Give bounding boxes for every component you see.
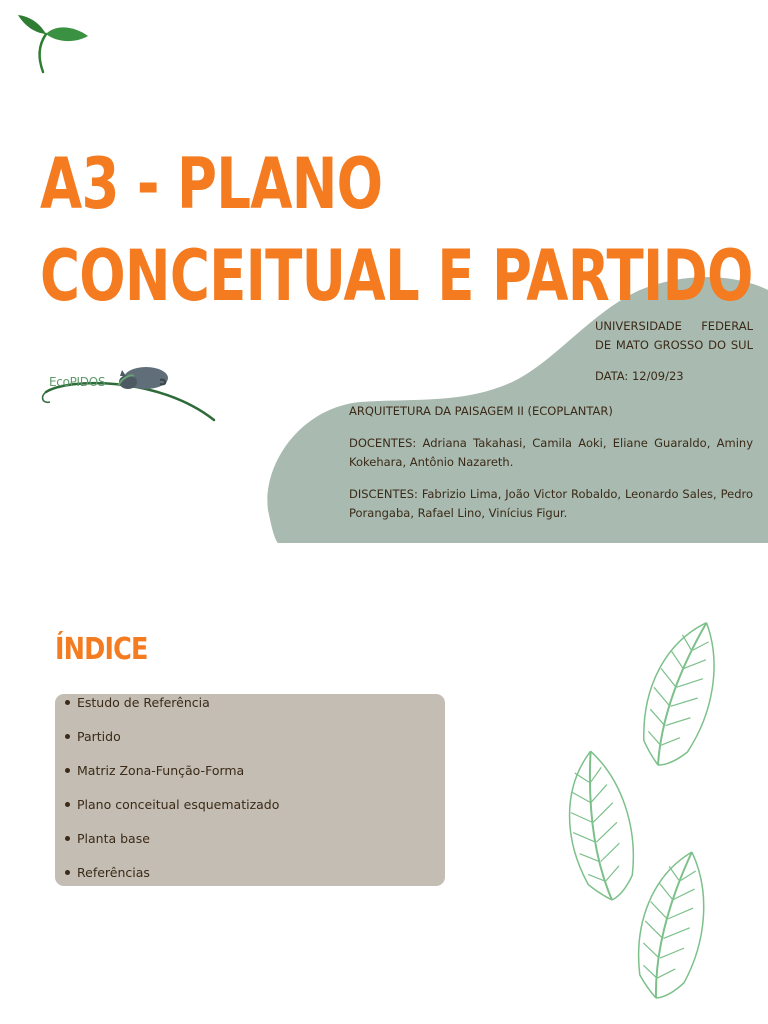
docentes-text: DOCENTES: Adriana Takahasi, Camila Aoki, Eliane Guaraldo, Aminy Kokehara, Antônio Nazareth. (349, 436, 753, 469)
indice-item: Planta base (65, 831, 150, 846)
feather-leaf-icon (560, 570, 750, 1010)
sleeping-animal-icon (118, 367, 168, 389)
indice-list-box (55, 694, 445, 886)
university-name: UNIVERSIDADE FEDERAL DE MATO GROSSO DO SUL (595, 319, 753, 352)
logo-text: EcoPIDOS (49, 375, 106, 389)
date-text: DATA: 12/09/23 (595, 369, 684, 383)
indice-item: Referências (65, 865, 150, 880)
page-title: A3 - PLANO CONCEITUAL E PARTIDO (40, 143, 753, 317)
course-name: ARQUITETURA DA PAISAGEM II (ECOPLANTAR) (349, 404, 613, 418)
indice-item: Estudo de Referência (65, 695, 210, 710)
indice-title: ÍNDICE (55, 632, 148, 667)
discentes-text: DISCENTES: Fabrizio Lima, João Victor Robaldo, Leonardo Sales, Pedro Porangaba, Rafael Lino, Vinícius Figur. (349, 487, 753, 520)
indice-item: Partido (65, 729, 121, 744)
indice-item: Plano conceitual esquematizado (65, 797, 279, 812)
ecopidos-logo (38, 356, 223, 426)
indice-item: Matriz Zona-Função-Forma (65, 763, 244, 778)
